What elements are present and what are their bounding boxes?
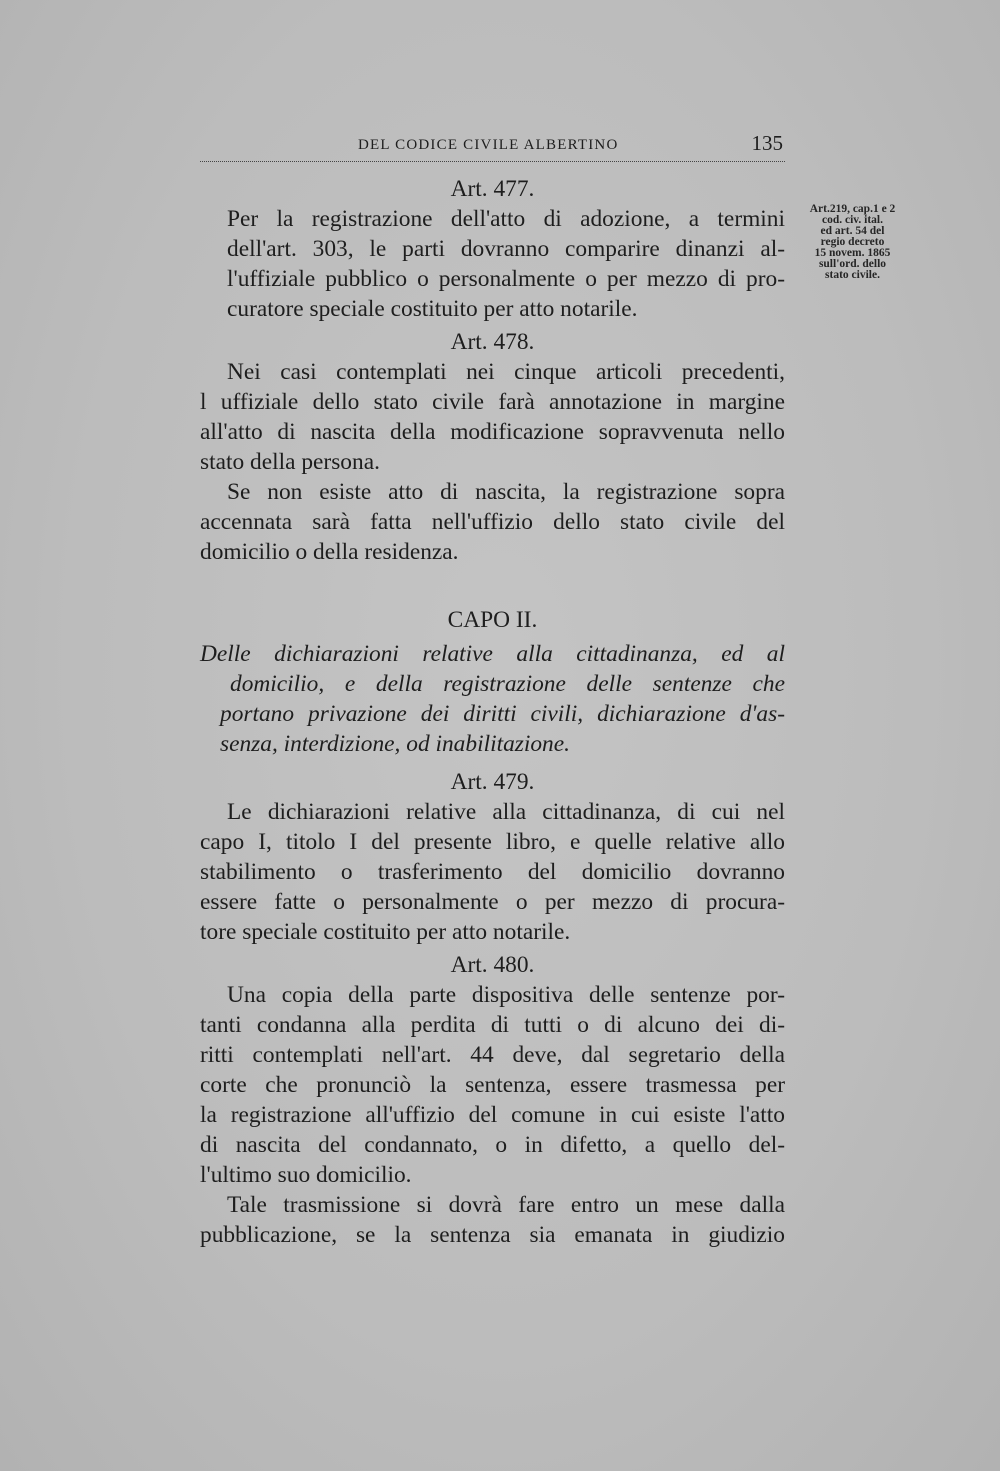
article-heading: Art. 477. [450, 176, 535, 202]
text-line: l'uffiziale pubblico o personalmente o per mezzo di pro- [227, 266, 785, 292]
text-line: pubblicazione, se la sentenza sia emanata in giudizio [200, 1222, 785, 1248]
article-paragraph [200, 357, 785, 477]
text-line: Tale trasmissione si dovrà fare entro un mese dalla [227, 1192, 785, 1218]
subtitle-line: Delle dichiarazioni relative alla cittadinanza, ed al [200, 641, 785, 667]
article-paragraph [200, 477, 785, 567]
page-number: 135 [751, 131, 783, 155]
body-text [200, 174, 785, 1250]
article-heading: Art. 480. [450, 952, 535, 978]
article-paragraph [200, 797, 785, 947]
text-line: all'atto di nascita della modificazione sopravvenuta nello [200, 419, 785, 445]
article-paragraph [200, 204, 785, 324]
text-line: capo I, titolo I del presente libro, e quelle relative allo [200, 829, 785, 855]
subtitle-line: domicilio, e della registrazione delle sentenze che [230, 671, 785, 697]
text-line: stabilimento o trasferimento del domicilio dovranno [200, 859, 785, 885]
chapter-subtitle [200, 639, 785, 759]
article-heading: Art. 479. [450, 769, 535, 795]
text-line: tore speciale costituito per atto notarile. [200, 919, 571, 945]
text-line: stato della persona. [200, 449, 380, 475]
article-heading: Art. 478. [450, 329, 535, 355]
text-line: curatore speciale costituito per atto notarile. [227, 296, 638, 322]
marginal-note-line: cod. civ. ital. [821, 214, 883, 226]
marginal-note-line: sull'ord. dello [818, 258, 887, 270]
article-paragraph [200, 1190, 785, 1250]
text-line: accennata sarà fatta nell'uffizio dello stato civile del [200, 509, 785, 535]
text-line: Per la registrazione dell'atto di adozione, a termini [227, 206, 785, 232]
text-line: Se non esiste atto di nascita, la registrazione sopra [227, 479, 785, 505]
chapter-heading: CAPO II. [447, 607, 538, 633]
marginal-note-line: Art.219, cap.1 e 2 [809, 203, 896, 215]
text-line: corte che pronunciò la sentenza, essere trasmessa per [200, 1072, 785, 1098]
text-line: di nascita del condannato, o in difetto, a quello del- [200, 1132, 785, 1158]
text-line: l uffiziale dello stato civile farà annotazione in margine [200, 389, 785, 415]
text-line: Nei casi contemplati nei cinque articoli precedenti, [227, 359, 785, 385]
text-line: domicilio o della residenza. [200, 539, 459, 565]
article-paragraph [200, 980, 785, 1190]
text-line: essere fatte o personalmente o per mezzo di procura- [200, 889, 785, 915]
marginal-note [800, 204, 905, 281]
subtitle-line: senza, interdizione, od inabilitazione. [220, 731, 570, 757]
marginal-note-line: 15 novem. 1865 [814, 247, 891, 259]
marginal-note-line: ed art. 54 del [820, 225, 885, 237]
header-rule [200, 161, 785, 162]
text-line: Le dichiarazioni relative alla cittadinanza, di cui nel [227, 799, 785, 825]
text-line: l'ultimo suo domicilio. [200, 1162, 412, 1188]
text-line: ritti contemplati nell'art. 44 deve, dal segretario della [200, 1042, 785, 1068]
text-line: la registrazione all'uffizio del comune in cui esiste l'atto [200, 1102, 785, 1128]
subtitle-line: portano privazione dei diritti civili, dichiarazione d'as- [220, 701, 785, 727]
running-head [200, 133, 785, 159]
marginal-note-line: stato civile. [825, 269, 880, 281]
running-title: DEL CODICE CIVILE ALBERTINO [358, 137, 619, 153]
text-line: tanti condanna alla perdita di tutti o di alcuno dei di- [200, 1012, 785, 1038]
text-line: dell'art. 303, le parti dovranno comparire dinanzi al- [227, 236, 785, 262]
text-line: Una copia della parte dispositiva delle sentenze por- [227, 982, 785, 1008]
marginal-note-line: regio decreto [820, 236, 885, 248]
